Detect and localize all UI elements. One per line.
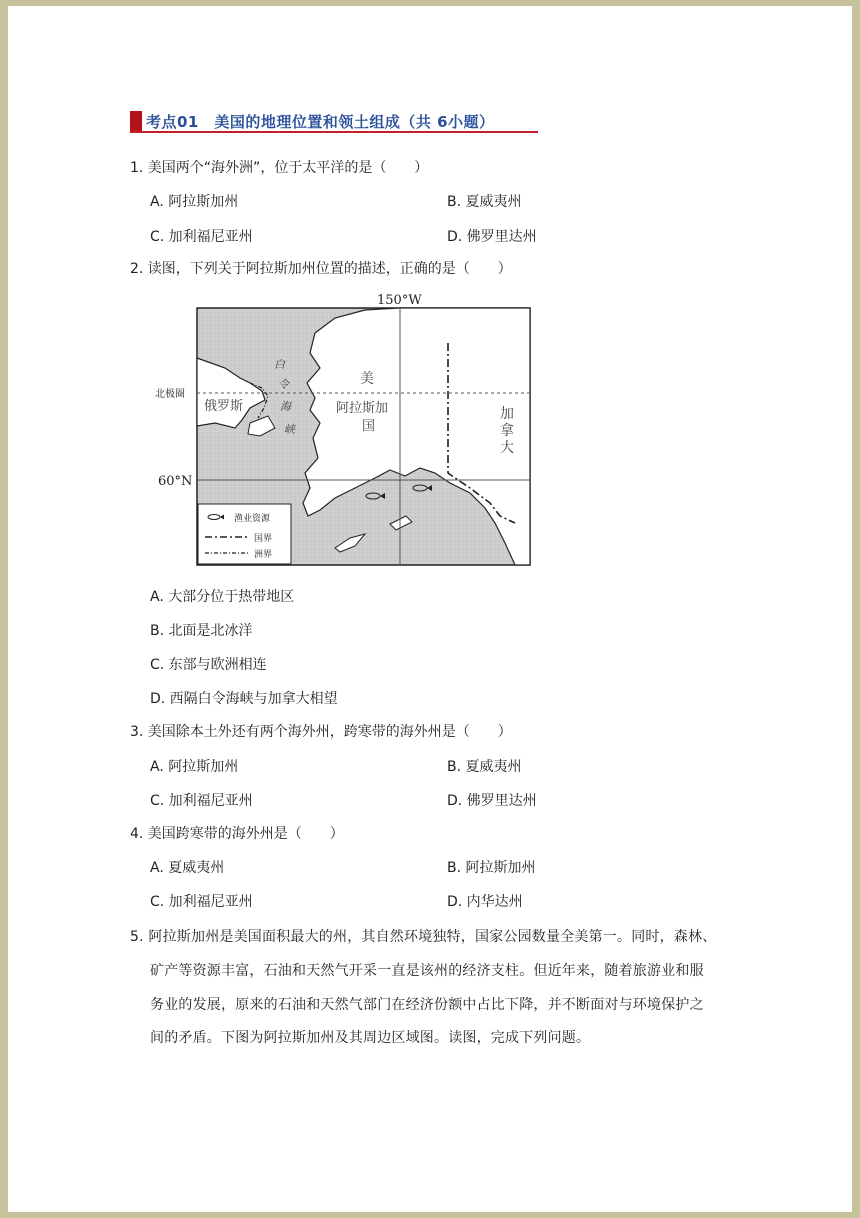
q1-option-c[interactable]: C. 加利福尼亚州: [150, 229, 253, 245]
q4-option-c[interactable]: C. 加利福尼亚州: [150, 894, 253, 910]
q1-option-d[interactable]: D. 佛罗里达州: [447, 229, 537, 245]
q3-option-b[interactable]: B. 夏威夷州: [447, 759, 522, 775]
q1-option-a[interactable]: A. 阿拉斯加州: [150, 194, 239, 210]
section-heading: [130, 110, 495, 132]
canada-label-3: 大: [500, 440, 514, 456]
q5-line-2: 矿产等资源丰富，石油和天然气开采一直是该州的经济支柱。但近年来，随着旅游业和服: [150, 963, 704, 979]
question-2-stem: 2. 读图，下列关于阿拉斯加州位置的描述，正确的是（ ）: [130, 261, 512, 277]
alaska-label: 阿拉斯加: [336, 401, 389, 416]
q1-option-b[interactable]: B. 夏威夷州: [447, 194, 522, 210]
q2-option-b[interactable]: B. 北面是北冰洋: [150, 623, 253, 639]
russia-label: 俄罗斯: [204, 399, 244, 414]
strait-label-3: 海: [280, 400, 291, 413]
alaska-map: [150, 288, 545, 573]
legend-border-label: 国界: [254, 534, 273, 544]
arctic-circle-label: 北极圈: [155, 389, 185, 400]
latitude-label: 60°N: [158, 474, 193, 489]
usa-label-bottom: 国: [362, 419, 376, 434]
heading-marker: [130, 111, 142, 132]
question-4-stem: 4. 美国跨寒带的海外州是（ ）: [130, 826, 344, 842]
question-3-stem: 3. 美国除本土外还有两个海外州，跨寒带的海外州是（ ）: [130, 724, 512, 740]
q3-option-c[interactable]: C. 加利福尼亚州: [150, 793, 253, 809]
legend-fish-label: 渔业资源: [234, 514, 271, 524]
usa-label-top: 美: [360, 371, 374, 387]
q2-option-c[interactable]: C. 东部与欧洲相连: [150, 657, 267, 673]
heading-underline: [130, 131, 538, 133]
q4-option-d[interactable]: D. 内华达州: [447, 894, 523, 910]
strait-label-1: 白: [274, 358, 285, 371]
legend-continent-label: 洲界: [254, 550, 273, 560]
q5-line-3: 务业的发展，原来的石油和天然气部门在经济份额中占比下降，并不断面对与环境保护之: [150, 997, 704, 1013]
q5-line-4: 间的矛盾。下图为阿拉斯加州及其周边区域图。读图，完成下列问题。: [150, 1030, 591, 1046]
strait-label-2: 令: [278, 378, 289, 391]
longitude-label: 150°W: [377, 293, 422, 308]
canada-label-1: 加: [500, 406, 514, 422]
canada-label-2: 拿: [500, 423, 514, 439]
q3-option-a[interactable]: A. 阿拉斯加州: [150, 759, 239, 775]
q2-option-a[interactable]: A. 大部分位于热带地区: [150, 589, 295, 605]
q4-option-b[interactable]: B. 阿拉斯加州: [447, 860, 536, 876]
q3-option-d[interactable]: D. 佛罗里达州: [447, 793, 537, 809]
q5-line-1: 5. 阿拉斯加州是美国面积最大的州，其自然环境独特，国家公园数量全美第一。同时，森林、: [130, 929, 717, 945]
strait-label-4: 峡: [284, 423, 295, 436]
q4-option-a[interactable]: A. 夏威夷州: [150, 860, 225, 876]
heading-text: 考点01 美国的地理位置和领土组成（共 6小题）: [146, 112, 495, 131]
q2-option-d[interactable]: D. 西隔白令海峡与加拿大相望: [150, 691, 338, 707]
map-legend: [198, 504, 291, 564]
question-1-stem: 1. 美国两个“海外洲”，位于太平洋的是（ ）: [130, 160, 429, 176]
